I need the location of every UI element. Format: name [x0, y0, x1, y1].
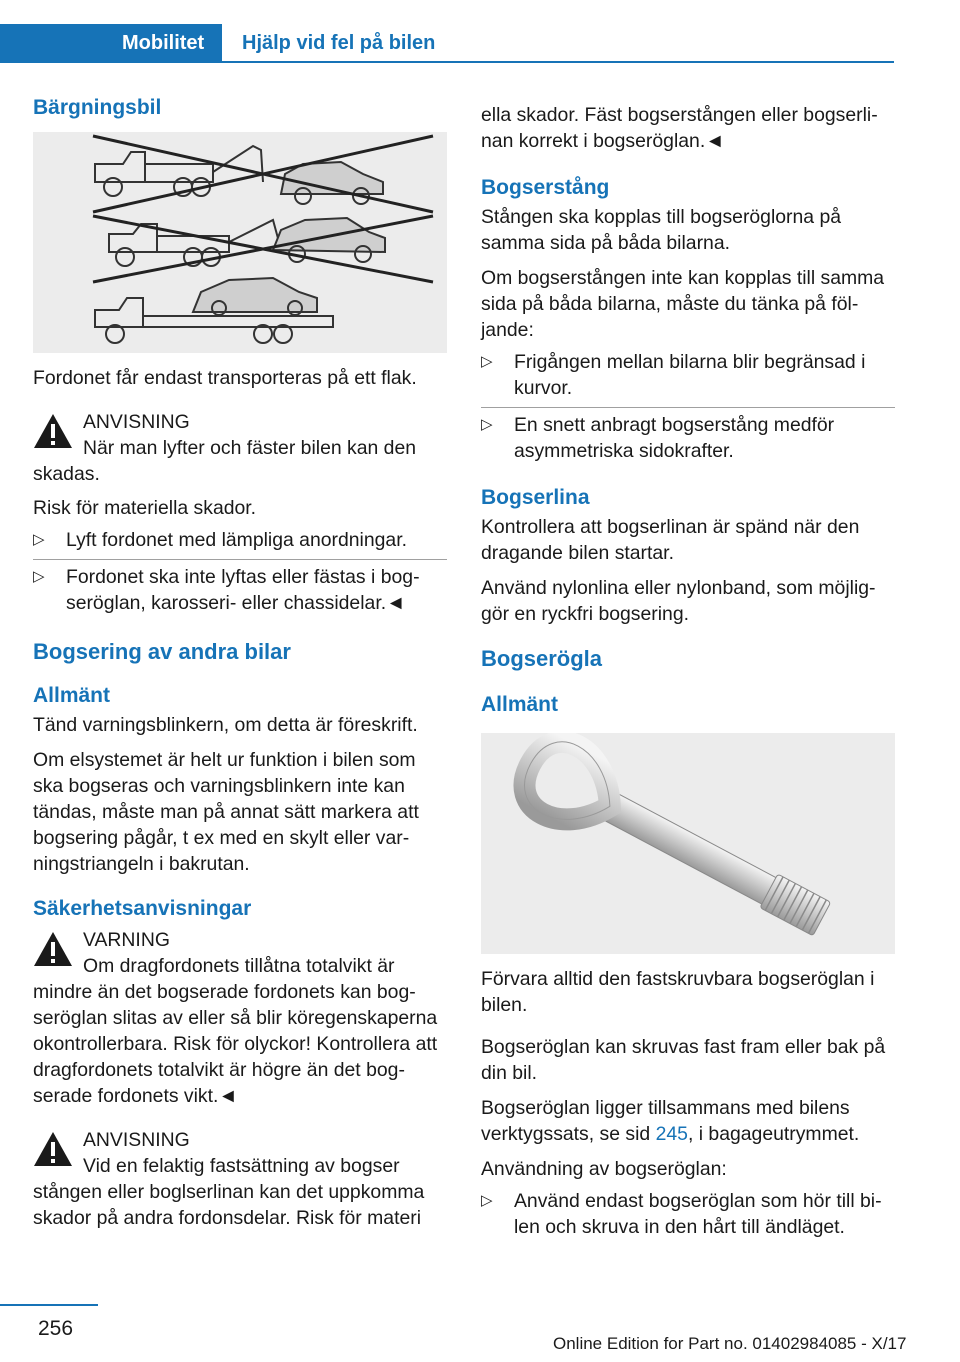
notice-block-1	[33, 409, 447, 487]
tow-truck-figure	[33, 132, 447, 353]
list-bogserogla	[481, 1188, 895, 1246]
page-header	[0, 24, 894, 62]
warning-triangle-icon	[33, 1131, 73, 1167]
heading-allmant: Allmänt	[33, 684, 111, 707]
notice-text-line1: När man lyfter och fäster bilen kan den	[83, 437, 417, 459]
edition-note: Online Edition for Part no. 01402984085 - X/17	[553, 1334, 907, 1353]
tow-truck-illustration	[33, 132, 447, 353]
header-rule	[0, 61, 894, 63]
para-skruvas: Bogseröglan kan skruvas fast fram eller bak på din bil.	[481, 1036, 886, 1084]
right-column	[481, 102, 895, 1250]
para-risk: Risk för materiella skador.	[33, 497, 257, 519]
para-anvand: Använd nylonlina eller nylonband, som möjliggör en ryckfri bogsering.	[481, 577, 876, 625]
heading-bogserlina: Bogserlina	[481, 486, 590, 509]
para-anvandning: Användning av bogseröglan:	[481, 1158, 727, 1180]
page-number: 256	[38, 1317, 74, 1340]
notice-text-line1: Vid en felaktig fastsättning av bogser	[83, 1155, 400, 1177]
para-ligger: Bogseröglan ligger tillsammans med bilens verktygssats, se sid 245, i bagageutrymmet.	[481, 1097, 860, 1145]
para-kontrollera: Kontrollera att bogserlinan är spänd när den dragande bilen startar.	[481, 516, 860, 564]
notice-title: ANVISNING	[83, 1129, 190, 1151]
para-forvara: Förvara alltid den fastskruvbara bogseröglan i bilen.	[481, 968, 875, 1016]
warning-text-rest: mindre än det bogserade fordonets kan bogseröglan slitas av eller så blir köregenskaperna okontrollerbara. Risk för olyckor! Kontrollera att dragfordonets totalvikt är högre än det bogserade fordonets vikt.◄	[33, 981, 438, 1107]
notice-text-rest: skadas.	[33, 463, 100, 485]
para-stangen: Stången ska kopplas till bogseröglorna på samma sida på båda bilarna.	[481, 206, 842, 254]
triangle-bullet-icon: ▷	[481, 416, 493, 433]
tow-eye-illustration	[481, 733, 895, 954]
list-bogserstang	[481, 349, 895, 470]
list-item: ▷ Frigången mellan bilarna blir begränsad i kurvor.	[481, 349, 895, 408]
tow-eye-figure	[481, 733, 895, 954]
triangle-bullet-icon: ▷	[481, 353, 493, 370]
triangle-bullet-icon: ▷	[33, 531, 45, 548]
para-continued: ella skador. Fäst bogserstången eller bogserlinan korrekt i bogseröglan.◄	[481, 104, 878, 152]
list-item: ▷ En snett anbragt bogserstång medför asymmetriska sidokrafter.	[481, 414, 835, 462]
heading-bogserstang: Bogserstång	[481, 176, 610, 199]
left-column	[33, 94, 447, 1231]
notice-block-2	[33, 1127, 447, 1231]
para-elsystem: Om elsystemet är helt ur funktion i bilen som ska bogseras och varningsblinkern inte kan tändas, måste man på annat sätt markera att bogsering pågår, t ex med en skylt eller varningstriangeln i bakrutan.	[33, 749, 419, 875]
triangle-bullet-icon: ▷	[481, 1192, 493, 1209]
triangle-bullet-icon: ▷	[33, 568, 45, 585]
list-item: ▷ Använd endast bogseröglan som hör till bilen och skruva in den hårt till ändläget.	[481, 1190, 882, 1238]
tab-mobilitet[interactable]: Mobilitet	[0, 24, 222, 62]
para-om: Om bogserstången inte kan kopplas till samma sida på båda bilarna, måste du tänka på följande:	[481, 267, 885, 341]
para-tand: Tänd varningsblinkern, om detta är föreskrift.	[33, 714, 418, 736]
heading-bogserogla: Bogserögla	[481, 646, 603, 671]
warning-text-line1: Om dragfordonets tillåtna totalvikt är	[83, 955, 395, 977]
warning-block	[33, 927, 447, 1109]
list-item: ▷ Fordonet ska inte lyftas eller fästas i bogseröglan, karosseri- eller chassidelar.◄	[33, 566, 420, 614]
warning-triangle-icon	[33, 931, 73, 967]
warning-title: VARNING	[83, 929, 170, 951]
warning-triangle-icon	[33, 413, 73, 449]
list-item: ▷ Lyft fordonet med lämpliga anordningar.	[33, 527, 447, 560]
heading-sakerhet: Säkerhetsanvisningar	[33, 897, 252, 920]
notice-text-rest: stången eller boglserlinan kan det uppkomma skador på andra fordonsdelar. Risk för materi	[33, 1181, 425, 1229]
heading-bargningsbil: Bärgningsbil	[33, 96, 162, 119]
footer-rule	[0, 1304, 98, 1306]
notice-title: ANVISNING	[83, 411, 190, 433]
list-notice-1	[33, 527, 447, 622]
tab-hjalp-vid-fel[interactable]: Hjälp vid fel på bilen	[222, 24, 894, 62]
page-link-245[interactable]: 245	[655, 1123, 688, 1145]
heading-allmant-2: Allmänt	[481, 693, 559, 716]
heading-bogsering: Bogsering av andra bilar	[33, 639, 291, 664]
para-flak: Fordonet får endast transporteras på ett flak.	[33, 367, 417, 389]
